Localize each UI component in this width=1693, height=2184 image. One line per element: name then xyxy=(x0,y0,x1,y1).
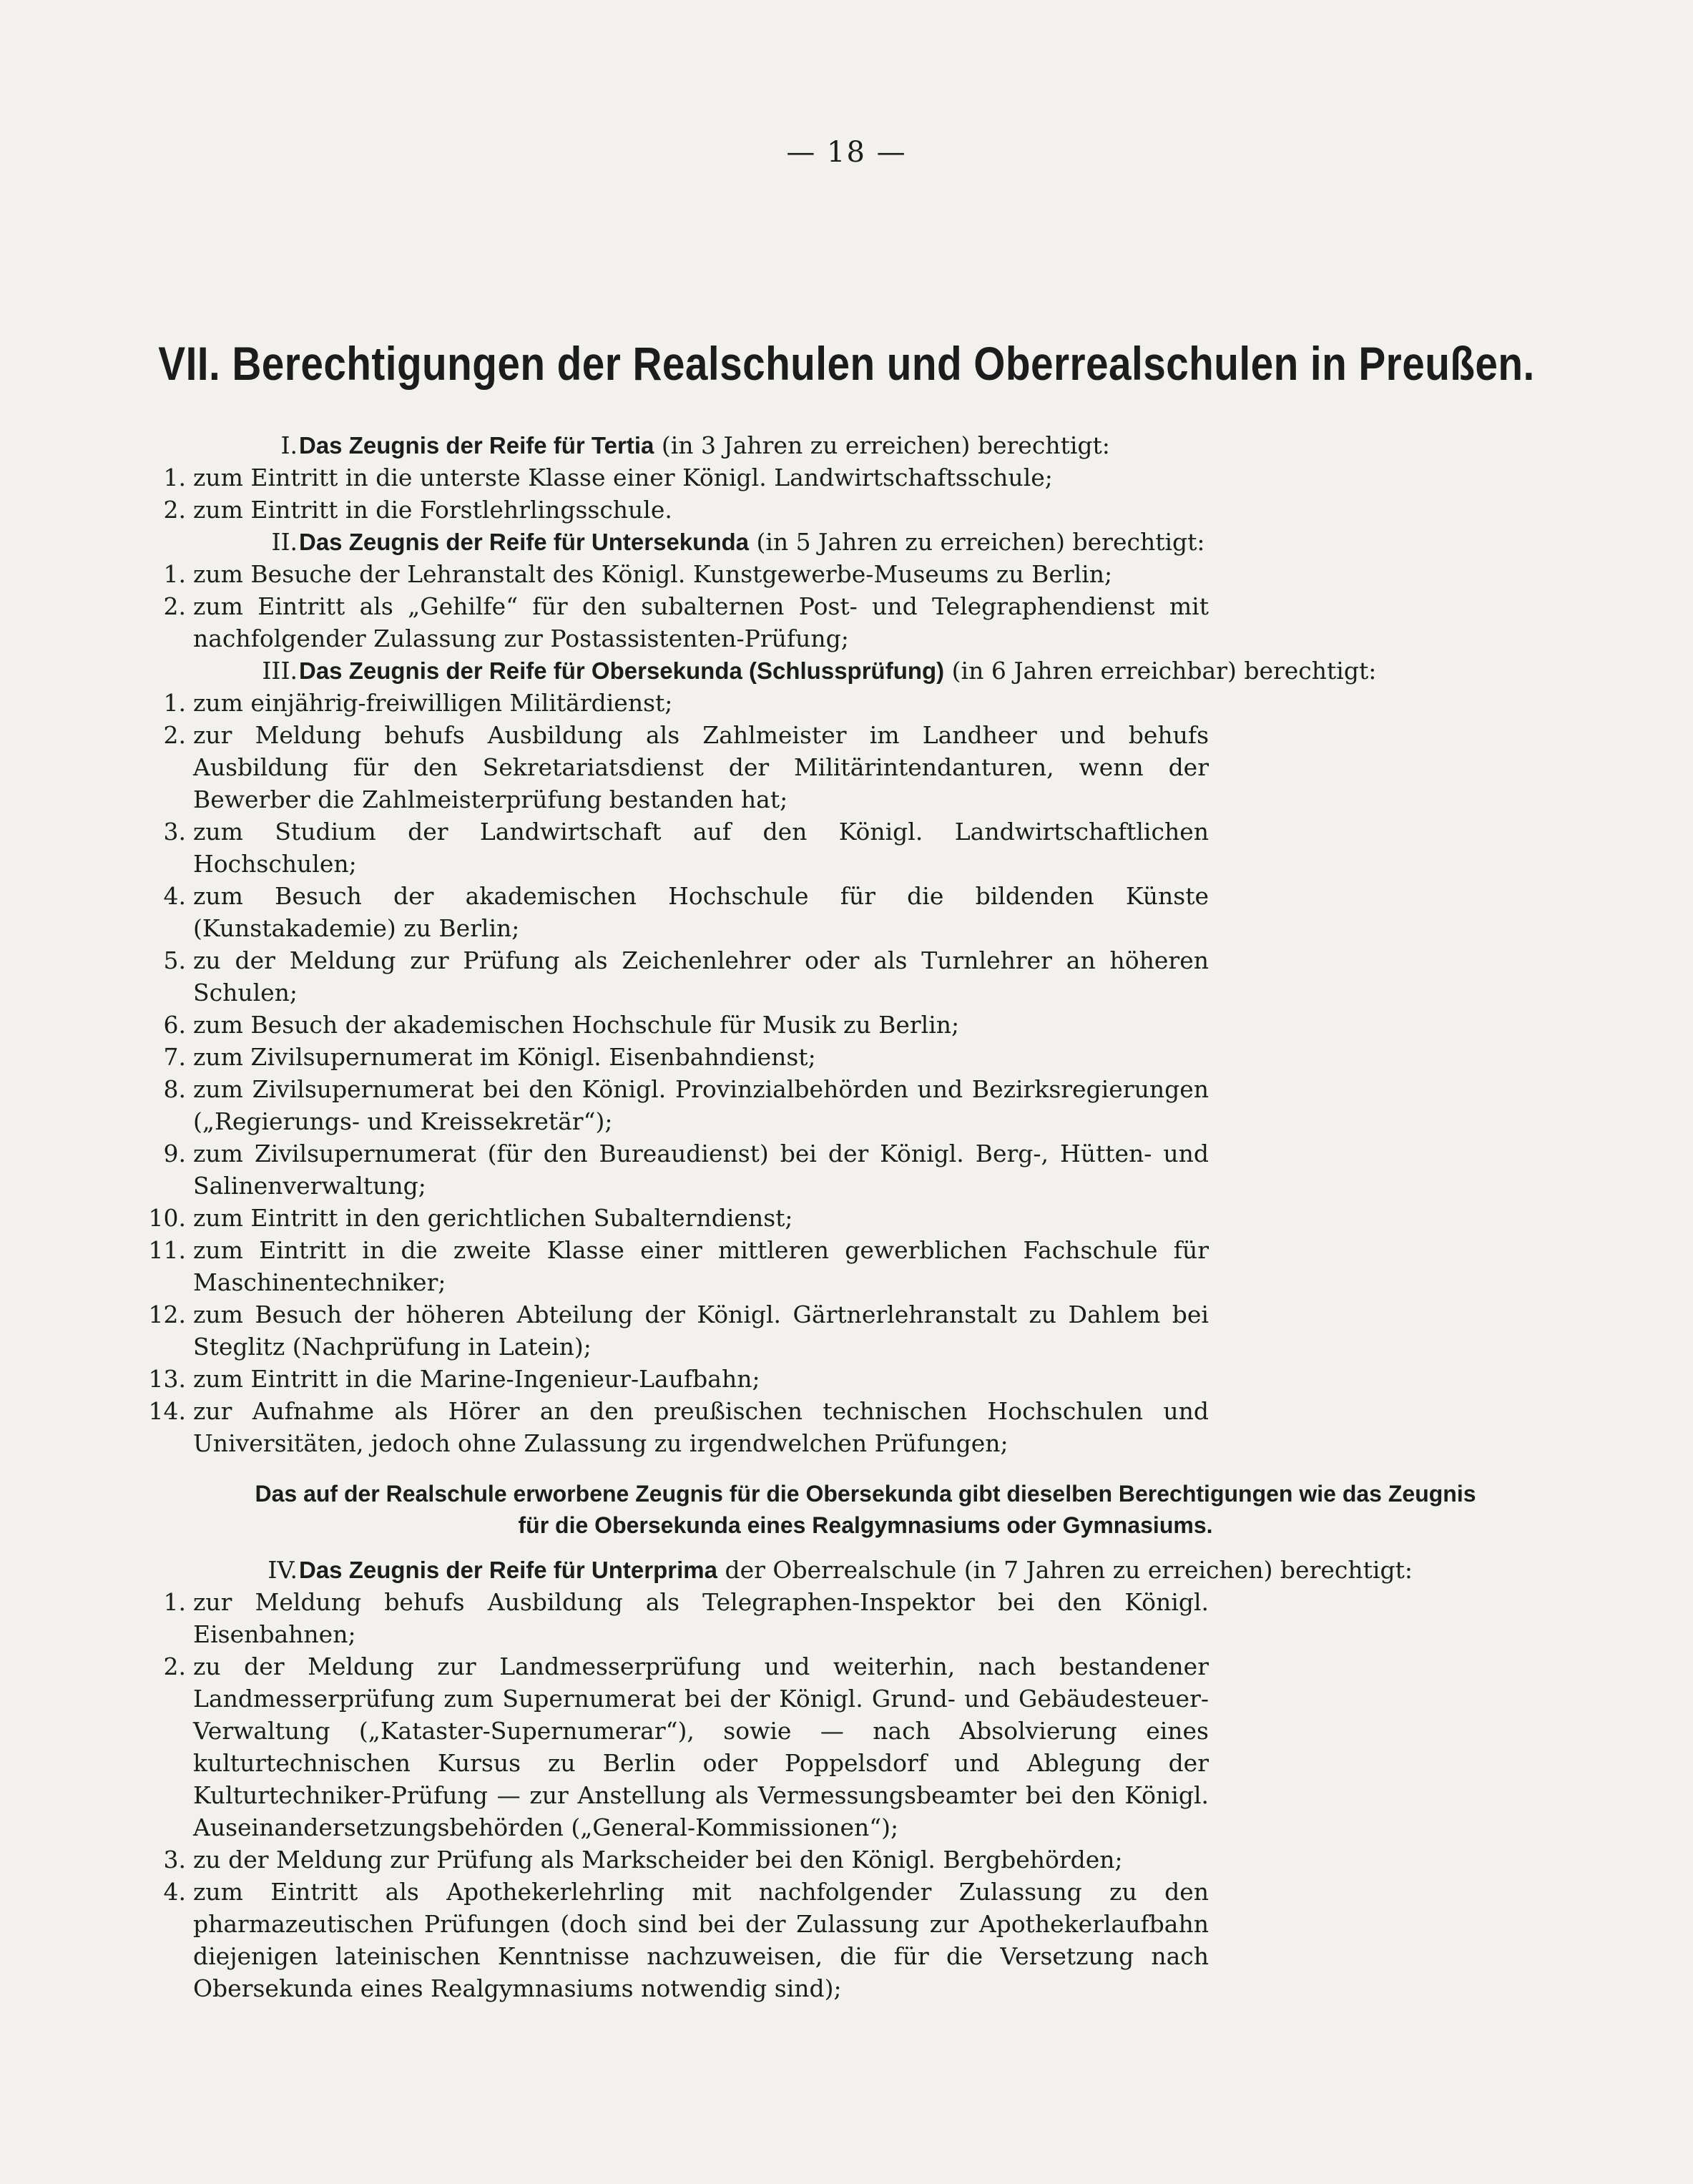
section-title: Das Zeugnis der Reife für Unterprima xyxy=(299,1557,717,1583)
list-item xyxy=(150,1009,1209,1041)
list-item xyxy=(150,1073,1209,1137)
item-text: zum Eintritt in die unterste Klasse einer Königl. Landwirtschaftsschule; xyxy=(193,464,1053,491)
item-number: 1. xyxy=(163,464,186,491)
item-text: zum Besuch der akademischen Hochschule für Musik zu Berlin; xyxy=(193,1011,960,1039)
item-number: 5. xyxy=(163,946,186,974)
list-item xyxy=(150,1876,1209,2004)
item-text: zu der Meldung zur Prüfung als Markscheider bei den Königl. Bergbehörden; xyxy=(193,1846,1123,1874)
item-number: 12. xyxy=(148,1301,186,1328)
item-text: zum Eintritt in die Marine-Ingenieur-Laufbahn; xyxy=(193,1365,760,1393)
item-text: zum Besuch der akademischen Hochschule für die bildenden Künste (Kunstakademie) zu Berlin; xyxy=(193,882,1209,942)
list-item xyxy=(150,494,1209,526)
item-number: 3. xyxy=(163,1846,186,1874)
item-list xyxy=(150,687,1209,1459)
list-item xyxy=(150,1137,1209,1202)
section-text: der Oberrealschule (in 7 Jahren zu erreichen) berechtigt: xyxy=(725,1556,1413,1584)
item-list xyxy=(150,1586,1209,2004)
item-text: zum Besuch der höheren Abteilung der Königl. Gärtnerlehranstalt zu Dahlem bei Steglitz (Nachprüfung in Latein); xyxy=(193,1301,1209,1361)
section-header xyxy=(257,1554,1498,1586)
item-number: 11. xyxy=(148,1236,186,1264)
list-item xyxy=(150,944,1209,1009)
item-number: 4. xyxy=(163,1878,186,1906)
list-item xyxy=(150,1650,1209,1843)
list-item xyxy=(150,687,1209,719)
list-item xyxy=(150,1395,1209,1459)
item-list xyxy=(150,461,1209,526)
item-number: 3. xyxy=(163,818,186,846)
item-number: 2. xyxy=(163,721,186,749)
section-header xyxy=(257,526,1498,558)
item-text: zur Aufnahme als Hörer an den preußischen technischen Hochschulen und Universitäten, jedoch ohne Zulassung zu irgendwelchen Prüfungen; xyxy=(193,1397,1209,1457)
list-item xyxy=(150,1298,1209,1363)
item-number: 1. xyxy=(163,689,186,717)
page-title: VII. Berechtigungen der Realschulen und Oberrealschulen in Preußen. xyxy=(158,337,1535,390)
list-item xyxy=(150,1843,1209,1876)
item-text: zur Meldung behufs Ausbildung als Zahlmeister im Landheer und behufs Ausbildung für den Sekretariatsdienst der Militärintendanturen, wenn der Bewerber die Zahlmeisterprüfung bestanden hat; xyxy=(193,721,1209,813)
document-body xyxy=(0,429,1693,2004)
section-header xyxy=(257,429,1498,461)
list-item xyxy=(150,1363,1209,1395)
item-number: 6. xyxy=(163,1011,186,1039)
section-text: (in 3 Jahren zu erreichen) berechtigt: xyxy=(661,431,1110,459)
item-text: zum Studium der Landwirtschaft auf den Königl. Landwirtschaftlichen Hochschulen; xyxy=(193,818,1209,878)
section-number: I. xyxy=(280,431,298,459)
list-item xyxy=(150,880,1209,944)
item-text: zum einjährig-freiwilligen Militärdienst; xyxy=(193,689,673,717)
item-number: 2. xyxy=(163,496,186,524)
section-title: Das Zeugnis der Reife für Untersekunda xyxy=(299,529,749,555)
list-item xyxy=(150,719,1209,816)
item-text: zu der Meldung zur Landmesserprüfung und weiterhin, nach bestandener Landmesserprüfung zum Supernumerat bei der Königl. Grund- und Gebäudesteuer-Verwaltung („Kataster-Supernumerar“), sowie — nach Absolvierung eines kulturtechnischen Kursus zu Berlin oder Poppelsdorf und Ablegung der Kulturtechniker-Prüfung — zur Anstellung als Vermessungsbeamter bei den Königl. Auseinandersetzungsbehörden („General-Kommissionen“); xyxy=(193,1652,1209,1841)
item-text: zum Zivilsupernumerat im Königl. Eisenbahndienst; xyxy=(193,1043,816,1071)
section-title: Das Zeugnis der Reife für Obersekunda (Schlussprüfung) xyxy=(299,657,945,684)
item-number: 1. xyxy=(163,560,186,588)
page-number: — 18 — xyxy=(786,136,907,169)
item-text: zum Zivilsupernumerat (für den Bureaudienst) bei der Königl. Berg-, Hütten- und Salinenverwaltung; xyxy=(193,1140,1209,1200)
list-item xyxy=(150,1586,1209,1650)
section-header xyxy=(257,655,1498,687)
item-number: 10. xyxy=(148,1204,186,1232)
item-number: 14. xyxy=(148,1397,186,1425)
item-number: 7. xyxy=(163,1043,186,1071)
section-number: II. xyxy=(271,528,298,556)
item-number: 2. xyxy=(163,1652,186,1680)
item-number: 4. xyxy=(163,882,186,910)
list-item xyxy=(150,461,1209,494)
section-number: IV. xyxy=(268,1556,298,1584)
list-item xyxy=(150,1234,1209,1298)
item-text: zum Eintritt in die Forstlehrlingsschule. xyxy=(193,496,672,524)
list-item xyxy=(150,816,1209,880)
item-number: 1. xyxy=(163,1588,186,1616)
list-item xyxy=(150,590,1209,655)
bold-note: Das auf der Realschule erworbene Zeugnis für die Obersekunda gibt dieselben Berechtigungen wie das Zeugnis für die Obersekunda eines Realgymnasiums oder Gymnasiums. xyxy=(255,1481,1476,1538)
item-number: 8. xyxy=(163,1075,186,1103)
item-list xyxy=(150,558,1209,655)
list-item xyxy=(150,558,1209,590)
list-item xyxy=(150,1041,1209,1073)
item-text: zum Eintritt als „Gehilfe“ für den subalternen Post- und Telegraphendienst mit nachfolgender Zulassung zur Postassistenten-Prüfung; xyxy=(193,592,1209,652)
section-title: Das Zeugnis der Reife für Tertia xyxy=(299,432,654,459)
item-text: zum Besuche der Lehranstalt des Königl. Kunstgewerbe-Museums zu Berlin; xyxy=(193,560,1113,588)
item-text: zum Eintritt in die zweite Klasse einer mittleren gewerblichen Fachschule für Maschinentechniker; xyxy=(193,1236,1209,1296)
list-item xyxy=(150,1202,1209,1234)
section-number: III. xyxy=(262,657,298,685)
item-text: zum Zivilsupernumerat bei den Königl. Provinzialbehörden und Bezirksregierungen („Regierungs- und Kreissekretär“); xyxy=(193,1075,1209,1135)
section-text: (in 6 Jahren erreichbar) berechtigt: xyxy=(951,657,1377,685)
section-text: (in 5 Jahren zu erreichen) berechtigt: xyxy=(756,528,1205,556)
item-number: 13. xyxy=(148,1365,186,1393)
item-text: zum Eintritt als Apothekerlehrling mit nachfolgender Zulassung zu den pharmazeutischen Prüfungen (doch sind bei der Zulassung zur Apothekerlaufbahn diejenigen lateinischen Kenntnisse nachzuweisen, die für die Versetzung nach Obersekunda eines Realgymnasiums notwendig sind); xyxy=(193,1878,1209,2002)
item-number: 2. xyxy=(163,592,186,620)
item-text: zum Eintritt in den gerichtlichen Subalterndienst; xyxy=(193,1204,793,1232)
item-text: zu der Meldung zur Prüfung als Zeichenlehrer oder als Turnlehrer an höheren Schulen; xyxy=(193,946,1209,1007)
item-number: 9. xyxy=(163,1140,186,1167)
item-text: zur Meldung behufs Ausbildung als Telegraphen-Inspektor bei den Königl. Eisenbahnen; xyxy=(193,1588,1209,1648)
